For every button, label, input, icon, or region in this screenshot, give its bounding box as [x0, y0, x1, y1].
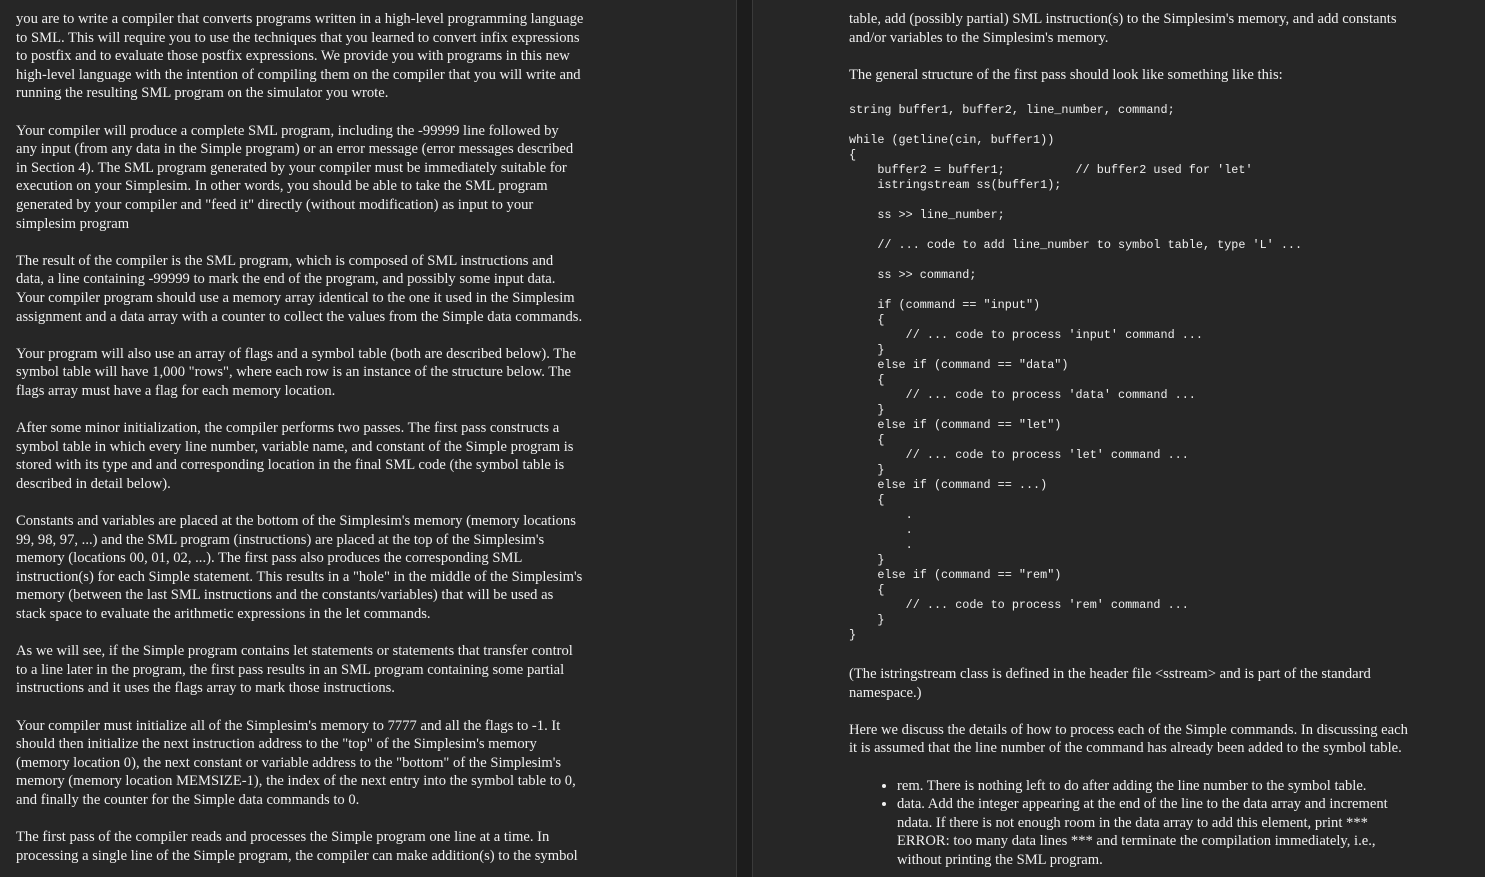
- text-line: (memory location 0), the next constant or variable address to the "bottom" of the Simplesim's: [16, 754, 562, 771]
- text-line: table, add (possibly partial) SML instruction(s) to the Simplesim's memory, and add constants: [849, 11, 1397, 27]
- text-line: Your compiler program should use a memory array identical to the one it used in the Simplesim: [16, 289, 575, 306]
- istringstream-note: [849, 665, 1464, 702]
- code-line: [849, 223, 1485, 238]
- code-line: // ... code to process 'let' command ...: [849, 447, 1189, 462]
- text-line: generated by your compiler and "feed it" directly (without modification) as input to your: [16, 196, 534, 213]
- code-line: }: [849, 552, 885, 567]
- paragraph: [16, 512, 646, 624]
- text-line: running the resulting SML program on the simulator you wrote.: [16, 85, 389, 102]
- bullet-item: [897, 777, 1485, 796]
- text-line: memory (locations 00, 01, 02, ...). The first pass also produces the corresponding SML: [16, 550, 523, 567]
- code-line: else if (command == "let"): [849, 417, 1062, 432]
- text-line: Constants and variables are placed at the bottom of the Simplesim's memory (memory locations: [16, 513, 576, 530]
- paragraph: [16, 10, 646, 103]
- continued-paragraph: [849, 10, 1464, 47]
- paragraph: [16, 345, 646, 401]
- text-line: memory (memory location MEMSIZE-1), the index of the next entry into the symbol table to 0,: [16, 773, 576, 790]
- code-line: }: [849, 612, 885, 627]
- text-line: processing a single line of the Simple program, the compiler can make addition(s) to the symbol: [16, 847, 578, 864]
- code-line: else if (command == ...): [849, 477, 1048, 492]
- structure-heading: The general structure of the first pass should look like something like this:: [849, 66, 1283, 83]
- code-line: string buffer1, buffer2, line_number, command;: [849, 102, 1175, 117]
- code-line: }: [849, 462, 885, 477]
- text-line: Your compiler must initialize all of the Simplesim's memory to 7777 and all the flags to -1. It: [16, 717, 561, 734]
- text-line: symbol table in which every line number, variable name, and constant of the Simple program is: [16, 438, 574, 455]
- text-line: it is assumed that the line number of the command has already been added to the symbol table.: [849, 740, 1402, 757]
- text-line: stack space to evaluate the arithmetic expressions in the let commands.: [16, 606, 431, 622]
- code-line: }: [849, 402, 885, 417]
- text-line: to postfix and to evaluate those postfix expressions. We provide you with programs in this new: [16, 48, 570, 65]
- command-bullet-list: [849, 777, 1485, 870]
- right-document-page: [753, 0, 1485, 877]
- text-line: stored with its type and and corresponding location in the final SML code (the symbol table is: [16, 457, 565, 474]
- paragraph: [16, 252, 646, 326]
- text-line: instructions and it uses the flags array to mark those instructions.: [16, 680, 395, 697]
- text-line: data, a line containing -99999 to mark the end of the program, and possibly some input data.: [16, 271, 556, 288]
- text-line: and finally the counter for the Simple data commands to 0.: [16, 791, 360, 808]
- text-line: As we will see, if the Simple program contains let statements or statements that transfer control: [16, 643, 573, 660]
- code-line: while (getline(cin, buffer1)): [849, 132, 1055, 147]
- code-line: else if (command == "data"): [849, 357, 1069, 372]
- paragraph: [16, 122, 646, 234]
- text-line: without printing the SML program.: [897, 851, 1103, 868]
- code-line: ss >> line_number;: [849, 207, 1005, 222]
- left-document-page: [0, 0, 736, 877]
- code-line: // ... code to process 'input' command ...: [849, 327, 1203, 342]
- text-line: described in detail below).: [16, 475, 171, 492]
- text-line: simplesim program: [16, 215, 130, 232]
- code-line: }: [849, 627, 857, 642]
- code-line: }: [849, 342, 885, 357]
- text-line: execution on your Simplesim. In other words, you should be able to take the SML program: [16, 178, 548, 195]
- text-line: and/or variables to the Simplesim's memory.: [849, 29, 1109, 46]
- text-line: should then initialize the next instruction address to the "top" of the Simplesim's memory: [16, 736, 537, 753]
- code-line: ss >> command;: [849, 267, 977, 282]
- text-line: • rem. There is nothing left to do after adding the line number to the symbol table.: [897, 777, 1367, 794]
- code-line: istringstream ss(buffer1);: [849, 177, 1062, 192]
- code-line: {: [849, 492, 885, 507]
- text-line: assignment and a data array with a counter to collect the values from the Simple data commands.: [16, 308, 583, 325]
- text-line: After some minor initialization, the compiler performs two passes. The first pass constructs a: [16, 420, 560, 437]
- text-line: flags array must have a flag for each memory location.: [16, 382, 336, 399]
- text-line: any input (from any data in the Simple program) or an error message (error messages described: [16, 141, 574, 158]
- code-line: .: [849, 537, 913, 552]
- text-line: to a line later in the program, the first pass results in an SML program containing some partial: [16, 661, 565, 678]
- code-line: if (command == "input"): [849, 297, 1041, 312]
- code-line: [849, 283, 1485, 298]
- code-line: // ... code to process 'rem' command ...: [849, 597, 1189, 612]
- text-line: to SML. This will require you to use the techniques that you learned to convert infix expressions: [16, 29, 580, 46]
- text-line: namespace.): [849, 684, 922, 701]
- bullet-item: [897, 795, 1485, 869]
- code-line: .: [849, 522, 913, 537]
- text-line: The result of the compiler is the SML program, which is composed of SML instructions and: [16, 252, 554, 269]
- code-block: [849, 103, 1485, 643]
- text-line: Here we discuss the details of how to process each of the Simple commands. In discussing each: [849, 721, 1408, 738]
- text-line: high-level language with the intention of compiling them on the compiler that you will write and: [16, 66, 581, 83]
- text-line: Your program will also use an array of flags and a symbol table (both are described below). The: [16, 345, 576, 362]
- text-line: The first pass of the compiler reads and processes the Simple program one line at a time. In: [16, 829, 550, 846]
- code-line: {: [849, 312, 885, 327]
- text-line: you are to write a compiler that converts programs written in a high-level programming language: [16, 11, 584, 27]
- text-line: Your compiler will produce a complete SML program, including the -99999 line followed by: [16, 122, 559, 139]
- code-line: {: [849, 432, 885, 447]
- code-line: // ... code to add line_number to symbol table, type 'L' ...: [849, 237, 1303, 252]
- code-line: [849, 253, 1485, 268]
- text-line: memory (between the last SML instructions and the constants/variables) that will be used as: [16, 587, 554, 604]
- code-line: else if (command == "rem"): [849, 567, 1062, 582]
- left-page-body: [16, 10, 736, 865]
- code-line: buffer2 = buffer1; // buffer2 used for 'let': [849, 162, 1253, 177]
- text-line: • data. Add the integer appearing at the end of the line to the data array and increment: [897, 796, 1388, 813]
- code-line: {: [849, 582, 885, 597]
- code-line: {: [849, 147, 857, 162]
- text-line: in Section 4). The SML program generated by your compiler must be immediately suitable for: [16, 159, 567, 176]
- text-line: (The istringstream class is defined in the header file <sstream> and is part of the standard: [849, 665, 1371, 682]
- code-line: [849, 118, 1485, 133]
- text-line: ERROR: too many data lines *** and terminate the compilation immediately, i.e.,: [897, 833, 1376, 850]
- text-line: symbol table will have 1,000 "rows", where each row is an instance of the structure below. The: [16, 364, 571, 381]
- details-intro-paragraph: [849, 721, 1464, 758]
- paragraph: [16, 642, 646, 698]
- code-line: // ... code to process 'data' command ...: [849, 387, 1196, 402]
- page-divider: [736, 0, 753, 877]
- text-line: instruction(s) for each Simple statement. This results in a "hole" in the middle of the Simplesim's: [16, 568, 583, 585]
- text-line: 99, 98, 97, ...) and the SML program (instructions) are placed at the top of the Simplesim's: [16, 531, 545, 548]
- code-line: [849, 193, 1485, 208]
- text-line: ndata. If there is not enough room in the data array to add this element, print ***: [897, 814, 1368, 831]
- paragraph: [16, 828, 646, 865]
- code-line: .: [849, 507, 913, 522]
- code-line: {: [849, 372, 885, 387]
- paragraph: [16, 419, 646, 493]
- paragraph: [16, 717, 646, 810]
